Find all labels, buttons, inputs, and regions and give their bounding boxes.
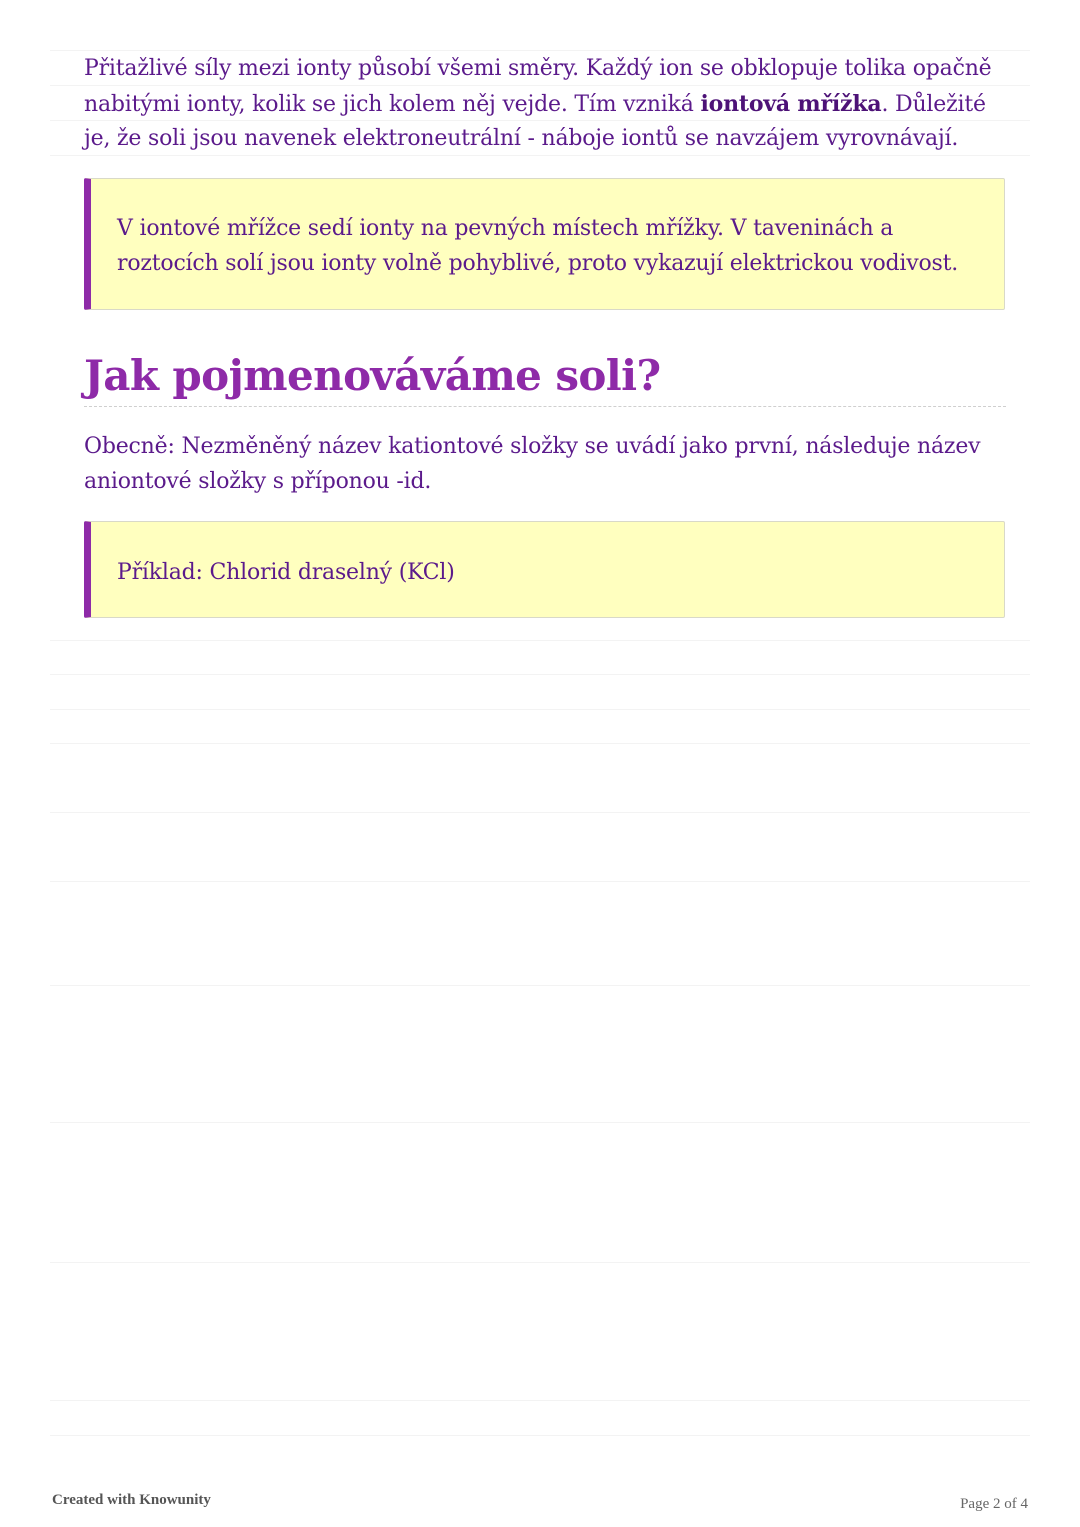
footer-created-with: Created with Knowunity <box>52 1492 211 1508</box>
ruled-line <box>50 1400 1030 1401</box>
ruled-line <box>50 812 1030 813</box>
ruled-line <box>50 1262 1030 1263</box>
example-text: Příklad: Chlorid draselný (KCl) <box>117 560 455 585</box>
intro-bold-term: iontová mřížka <box>700 90 882 117</box>
ruled-line <box>50 1435 1030 1436</box>
ruled-line <box>50 674 1030 675</box>
callout-text: V iontové mřížce sedí ionty na pevných místech mřížky. V taveninách a roztocích solí jsou ionty volně pohyblivé, proto vykazují elektrickou vodivost. <box>117 216 959 276</box>
ruled-line <box>50 1122 1030 1123</box>
intro-paragraph <box>84 52 1014 157</box>
heading-dashed-divider <box>84 406 1006 407</box>
footer-page-indicator: Page 2 of 4 <box>960 1496 1028 1512</box>
ruled-line <box>50 985 1030 986</box>
callout-box-ionic-lattice <box>84 178 1005 310</box>
ruled-line <box>50 743 1030 744</box>
ruled-line <box>50 640 1030 641</box>
ruled-line <box>50 709 1030 710</box>
intro-text-end: . Důležité je, že soli jsou navenek elektroneutrální - náboje iontů se navzájem vyrovnávají. <box>84 91 986 151</box>
intro-text-start: Přitažlivé síly mezi ionty působí všemi směry. Každý ion se obklopuje tolika opačně nabitými ionty, kolik se jich kolem něj vejde. Tím vzniká <box>84 56 992 117</box>
naming-paragraph: Obecně: Nezměněný název kationtové složky se uvádí jako první, následuje název aniontové složky s příponou -id. <box>84 434 981 494</box>
section-heading: Jak pojmenováváme soli? <box>84 351 661 400</box>
callout-box-example <box>84 521 1005 618</box>
ruled-line <box>50 881 1030 882</box>
ruled-line <box>50 50 1030 51</box>
